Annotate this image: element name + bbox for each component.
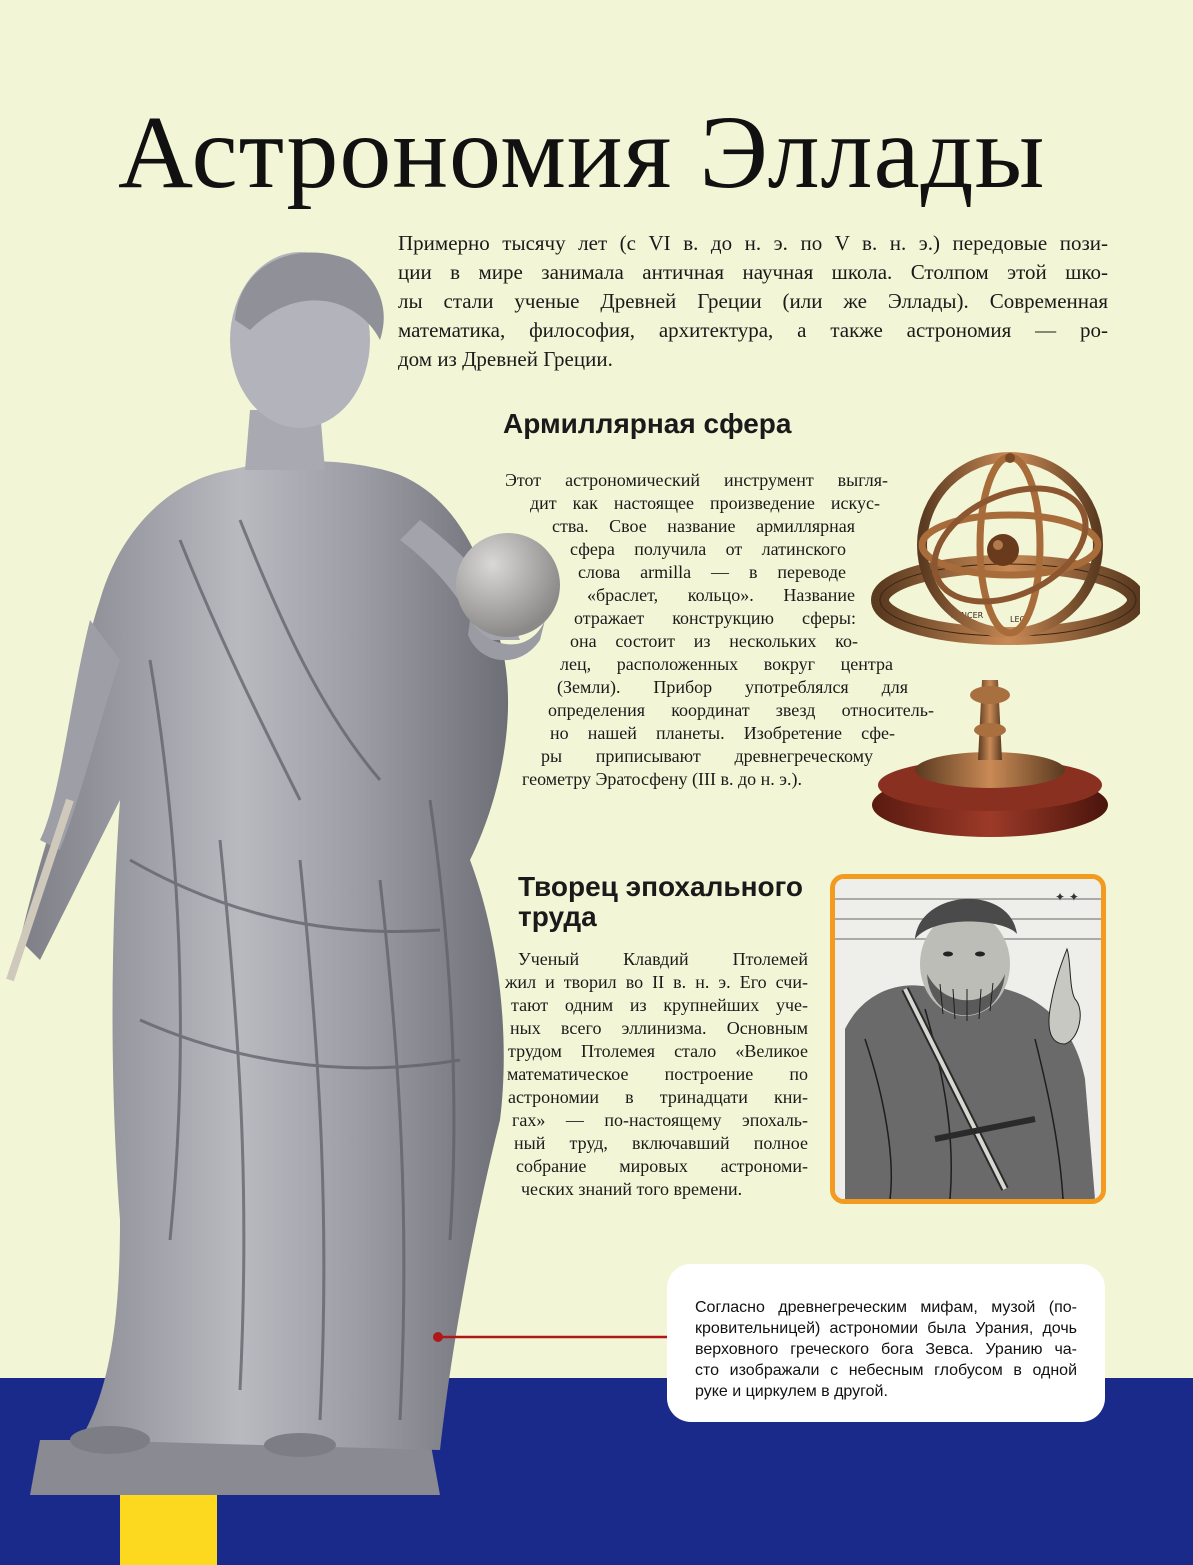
armillary-line: ства. Свое название армиллярная [552, 516, 855, 536]
ptolemy-line: астрономии в тринадцати кни- [508, 1087, 808, 1107]
armillary-heading: Армиллярная сфера [503, 408, 792, 439]
armillary-line: геометру Эратосфену (III в. до н. э.). [522, 769, 802, 789]
ptolemy-line: жил и творил во II в. н. э. Его счи- [505, 972, 808, 992]
armillary-line: она состоит из нескольких ко- [570, 631, 858, 651]
ptolemy-line: Ученый Клавдий Птолемей [518, 949, 808, 969]
armillary-line: определения координат звезд относитель- [548, 700, 934, 720]
callout-line: руке и циркулем в другой. [695, 1383, 888, 1400]
armillary-line: сфера получила от латинского [570, 539, 846, 559]
callout-line: кровительницей) астрономии была Урания, дочь [695, 1320, 1077, 1337]
armillary-line: дит как настоящее произведение искус- [530, 493, 880, 513]
armillary-line: (Земли). Прибор употреблялся для [557, 677, 908, 697]
urania-callout [667, 1264, 1105, 1422]
intro-line: Примерно тысячу лет (с VI в. до н. э. по V в. н. э.) передовые пози- [398, 231, 1108, 255]
ptolemy-line: ческих знаний того времени. [521, 1179, 743, 1199]
intro-paragraph [398, 229, 1108, 374]
ptolemy-line: ный труд, включавший полное [514, 1133, 808, 1153]
ptolemy-heading-line: Творец эпохального [518, 871, 803, 902]
ptolemy-heading [518, 872, 818, 932]
svg-text:CANCER: CANCER [950, 611, 984, 620]
urania-statue-icon [0, 240, 580, 1500]
ptolemy-line: собрание мировых астрономи- [516, 1156, 808, 1176]
ptolemy-portrait-icon [835, 879, 1101, 1199]
page-title: Астрономия Эллады [118, 95, 1046, 210]
ptolemy-line: гах» — по-настоящему эпохаль- [512, 1110, 808, 1130]
armillary-line: Этот астрономический инструмент выгля- [505, 470, 888, 490]
callout-pointer [432, 1330, 672, 1344]
ptolemy-line: трудом Птолемея стало «Великое [508, 1041, 808, 1061]
intro-line: ции в мире занимала античная научная школа. Столпом этой шко- [398, 260, 1108, 284]
armillary-line: лец, расположенных вокруг центра [560, 654, 893, 674]
armillary-line: «браслет, кольцо». Название [587, 585, 855, 605]
intro-line: лы стали ученые Древней Греции (или же Эллады). Современная [398, 289, 1108, 313]
ptolemy-line: ных всего эллинизма. Основным [510, 1018, 808, 1038]
ptolemy-heading-line: труда [518, 901, 597, 932]
armillary-line: ры приписывают древнегреческому [541, 746, 873, 766]
svg-text:LEO: LEO [1010, 615, 1026, 624]
armillary-line: слова armilla — в переводе [578, 562, 846, 582]
callout-line: сто изображали с небесным глобусом в одной [695, 1362, 1077, 1379]
ptolemy-line: математическое построение по [507, 1064, 808, 1084]
armillary-sphere-icon [870, 450, 1140, 845]
svg-text:✦ ✦: ✦ ✦ [1055, 890, 1079, 904]
armillary-line: отражает конструкцию сферы: [574, 608, 856, 628]
callout-line: верховного греческого бога Зевса. Уранию ча- [695, 1341, 1077, 1358]
ptolemy-line: тают одним из крупнейших уче- [511, 995, 808, 1015]
intro-line: дом из Древней Греции. [398, 347, 613, 371]
intro-line: математика, философия, архитектура, а также астрономия — ро- [398, 318, 1108, 342]
armillary-line: но нашей планеты. Изобретение сфе- [550, 723, 895, 743]
ptolemy-portrait [830, 874, 1106, 1204]
callout-line: Согласно древнегреческим мифам, музой (по- [695, 1299, 1077, 1316]
